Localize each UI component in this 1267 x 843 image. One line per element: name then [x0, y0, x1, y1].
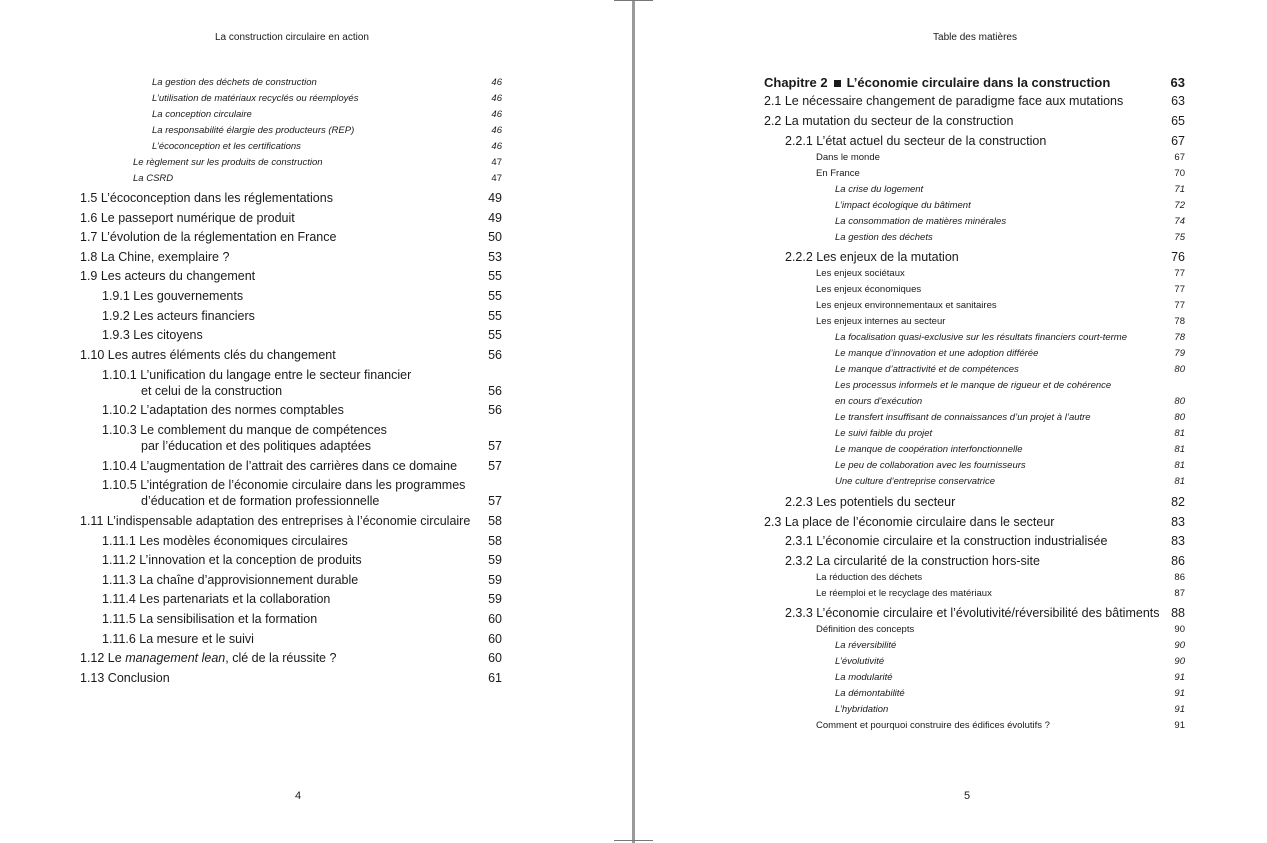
toc-entry-title: La CSRD [133, 173, 174, 185]
toc-entry [102, 573, 502, 590]
toc-entry [835, 348, 1185, 362]
toc-entry [764, 515, 1185, 532]
toc-entry [785, 534, 1185, 551]
toc-entry [835, 656, 1185, 670]
toc-entry-page-number: 60 [488, 631, 502, 646]
toc-entry-title: La réduction des déchets [816, 572, 923, 584]
toc-entry-page-number: 67 [1174, 152, 1185, 164]
toc-entry [835, 396, 1185, 410]
toc-entry-page-number: 46 [491, 109, 502, 121]
toc-entry [835, 332, 1185, 346]
toc-entry [102, 459, 502, 476]
toc-entry-title: 2.2 La mutation du secteur de la construction [764, 113, 1014, 128]
toc-entry [816, 168, 1185, 182]
toc-entry-title: 1.9.2 Les acteurs financiers [102, 308, 255, 323]
toc-entry [816, 284, 1185, 298]
toc-entry-title: 1.9.3 Les citoyens [102, 327, 203, 342]
toc-entry-page-number: 59 [488, 572, 502, 587]
toc-entry-page-number: 46 [491, 125, 502, 137]
toc-entry [835, 216, 1185, 230]
toc-entry [785, 554, 1185, 571]
toc-entry [835, 380, 1185, 394]
toc-entry [835, 640, 1185, 654]
toc-entry-page-number: 77 [1174, 284, 1185, 296]
toc-entry-title: 2.3.3 L’économie circulaire et l’évolutivité/réversibilité des bâtiments [785, 605, 1160, 620]
toc-entry-page-number: 76 [1171, 249, 1185, 264]
toc-entry-page-number: 55 [488, 308, 502, 323]
toc-entry-page-number: 90 [1174, 640, 1185, 652]
toc-entry-page-number: 46 [491, 141, 502, 153]
toc-entry-title: La démontabilité [835, 688, 905, 700]
toc-entry-page-number: 60 [488, 611, 502, 626]
toc-entry [152, 141, 502, 155]
toc-entry-title: Le réemploi et le recyclage des matériaux [816, 588, 992, 600]
toc-entry-title: 1.6 Le passeport numérique de produit [80, 210, 295, 225]
toc-entry-page-number: 67 [1171, 133, 1185, 148]
toc-entry-page-number: 57 [488, 493, 502, 508]
toc-entry-page-number: 81 [1174, 444, 1185, 456]
toc-entry-title: La gestion des déchets de construction [152, 77, 317, 89]
toc-entry-title: 1.13 Conclusion [80, 670, 170, 685]
toc-entry [785, 606, 1185, 623]
toc-entry-title: Le peu de collaboration avec les fournisseurs [835, 460, 1026, 472]
toc-entry [80, 211, 502, 228]
toc-entry-page-number: 83 [1171, 514, 1185, 529]
toc-entry-page-number: 79 [1174, 348, 1185, 360]
toc-entry [80, 250, 502, 267]
toc-entry [102, 328, 502, 345]
toc-entry [785, 134, 1185, 151]
toc-entry [835, 428, 1185, 442]
toc-entry-title: Les processus informels et le manque de rigueur et de cohérence [835, 380, 1112, 392]
toc-entry-title: 1.5 L’écoconception dans les réglementations [80, 190, 333, 205]
toc-entry-page-number: 58 [488, 513, 502, 528]
toc-entry-title: 1.8 La Chine, exemplaire ? [80, 249, 230, 264]
toc-entry-page-number: 53 [488, 249, 502, 264]
toc-entry-page-number: 49 [488, 210, 502, 225]
toc-entry [152, 125, 502, 139]
toc-entry-title: Les enjeux économiques [816, 284, 922, 296]
toc-entry-page-number: 71 [1174, 184, 1185, 196]
toc-entry-title: En France [816, 168, 860, 180]
toc-entry-page-number: 88 [1171, 605, 1185, 620]
toc-entry [816, 268, 1185, 282]
toc-entry [102, 423, 502, 440]
toc-entry-page-number: 56 [488, 402, 502, 417]
toc-entry-title: d’éducation et de formation professionnelle [141, 493, 380, 508]
toc-entry-title: par l’éducation et des politiques adaptées [141, 438, 372, 453]
toc-entry-title: 2.1 Le nécessaire changement de paradigme face aux mutations [764, 93, 1124, 108]
toc-entry [785, 495, 1185, 512]
toc-entry-page-number: 80 [1174, 412, 1185, 424]
toc-entry [102, 289, 502, 306]
toc-entry-page-number: 58 [488, 533, 502, 548]
toc-entry-page-number: 47 [491, 173, 502, 185]
toc-entry-title: en cours d’exécution [835, 396, 923, 408]
toc-entry [141, 384, 502, 401]
toc-entry-page-number: 81 [1174, 460, 1185, 472]
toc-entry-title: Une culture d’entreprise conservatrice [835, 476, 995, 488]
toc-entry [102, 478, 502, 495]
toc-entry [102, 612, 502, 629]
toc-entry [141, 439, 502, 456]
toc-entry-title: 1.10 Les autres éléments clés du changement [80, 347, 336, 362]
toc-entry [835, 200, 1185, 214]
toc-entry [152, 109, 502, 123]
toc-entry [835, 688, 1185, 702]
toc-entry-page-number: 59 [488, 552, 502, 567]
toc-entry [764, 94, 1185, 111]
toc-entry-title: La focalisation quasi-exclusive sur les résultats financiers court-terme [835, 332, 1127, 344]
toc-entry-title: 1.11 L’indispensable adaptation des entreprises à l’économie circulaire [80, 513, 471, 528]
toc-entry-page-number: 75 [1174, 232, 1185, 244]
toc-entry [80, 348, 502, 365]
toc-entry-title: Le manque de coopération interfonctionnelle [835, 444, 1023, 456]
toc-entry-title: Les enjeux environnementaux et sanitaires [816, 300, 997, 312]
toc-entry-title: 2.3 La place de l’économie circulaire dans le secteur [764, 514, 1055, 529]
toc-entry-title: L’écoconception et les certifications [152, 141, 301, 153]
toc-entry-page-number: 56 [488, 383, 502, 398]
toc-entry-page-number: 56 [488, 347, 502, 362]
toc-entry [102, 534, 502, 551]
toc-entry-title: et celui de la construction [141, 383, 283, 398]
toc-entry [835, 476, 1185, 490]
toc-entry-title: La consommation de matières minérales [835, 216, 1007, 228]
toc-entry-title: Le transfert insuffisant de connaissances d’un projet à l’autre [835, 412, 1091, 424]
toc-entry [835, 412, 1185, 426]
toc-entry-page-number: 50 [488, 229, 502, 244]
toc-entry [835, 444, 1185, 458]
toc-entry-title: La réversibilité [835, 640, 897, 652]
toc-entry [80, 269, 502, 286]
toc-entry-title: La responsabilité élargie des producteurs (REP) [152, 125, 355, 137]
toc-entry [141, 494, 502, 511]
toc-entry [816, 572, 1185, 586]
toc-entry-title: 1.11.5 La sensibilisation et la formation [102, 611, 318, 626]
toc-entry-title: Le règlement sur les produits de construction [133, 157, 323, 169]
toc-entry-title: 1.10.1 L’unification du langage entre le secteur financier [102, 367, 412, 382]
toc-entry-page-number: 59 [488, 591, 502, 606]
toc-entry-page-number: 70 [1174, 168, 1185, 180]
toc-entry-page-number: 61 [488, 670, 502, 685]
toc-entry [133, 173, 502, 187]
toc-entry [102, 368, 502, 385]
toc-entry-title: 1.10.5 L’intégration de l’économie circulaire dans les programmes [102, 477, 466, 492]
toc-entry-page-number: 81 [1174, 428, 1185, 440]
toc-entry [835, 364, 1185, 378]
toc-entry [80, 230, 502, 247]
toc-entry-page-number: 87 [1174, 588, 1185, 600]
chapter-label: Chapitre 2 [764, 75, 828, 90]
toc-entry-page-number: 91 [1174, 704, 1185, 716]
toc-entry [80, 191, 502, 208]
toc-entry-title: Dans le monde [816, 152, 880, 164]
toc-entry [816, 316, 1185, 330]
toc-entry [816, 152, 1185, 166]
toc-entry [835, 704, 1185, 718]
toc-entry-page-number: 81 [1174, 476, 1185, 488]
toc-entry-page-number: 55 [488, 288, 502, 303]
toc-entry-page-number: 82 [1171, 494, 1185, 509]
toc-entry-title: La modularité [835, 672, 893, 684]
toc-entry-page-number: 86 [1174, 572, 1185, 584]
toc-entry-title: La gestion des déchets [835, 232, 933, 244]
chapter-page-number: 63 [1170, 75, 1185, 90]
toc-entry-page-number: 91 [1174, 688, 1185, 700]
page-number: 4 [294, 790, 302, 802]
toc-entry-title: Définition des concepts [816, 624, 915, 636]
toc-entry-title: 1.11.4 Les partenariats et la collaboration [102, 591, 331, 606]
toc-entry [785, 250, 1185, 267]
toc-entry-page-number: 90 [1174, 624, 1185, 636]
chapter-title: L’économie circulaire dans la construction [846, 75, 1111, 90]
toc-entry-page-number: 78 [1174, 316, 1185, 328]
toc-entry-title: 2.3.1 L’économie circulaire et la construction industrialisée [785, 533, 1108, 548]
toc-entry-title: 1.10.2 L’adaptation des normes comptables [102, 402, 344, 417]
toc-entry-page-number: 49 [488, 190, 502, 205]
toc-entry-title: L’impact écologique du bâtiment [835, 200, 971, 212]
toc-entry-title: 2.3.2 La circularité de la construction hors-site [785, 553, 1040, 568]
toc-entry-title: Le manque d’attractivité et de compétences [835, 364, 1019, 376]
toc-entry-page-number: 46 [491, 77, 502, 89]
toc-entry [80, 651, 502, 668]
toc-entry [102, 632, 502, 649]
toc-entry-title: Les enjeux sociétaux [816, 268, 905, 280]
toc-entry [835, 232, 1185, 246]
toc-entry-title: L’utilisation de matériaux recyclés ou réemployés [152, 93, 359, 105]
toc-entry-page-number: 55 [488, 268, 502, 283]
toc-entry-title: Les enjeux internes au secteur [816, 316, 946, 328]
toc-entry-title: La crise du logement [835, 184, 924, 196]
toc-entry [816, 588, 1185, 602]
toc-entry [80, 671, 502, 688]
toc-entry-page-number: 57 [488, 438, 502, 453]
toc-entry-title: La conception circulaire [152, 109, 252, 121]
toc-entry-title: 1.9 Les acteurs du changement [80, 268, 256, 283]
toc-entry-page-number: 72 [1174, 200, 1185, 212]
toc-entry-page-number: 60 [488, 650, 502, 665]
toc-entry [764, 114, 1185, 131]
toc-entry-title: L’évolutivité [835, 656, 885, 668]
toc-entry [835, 672, 1185, 686]
square-bullet-icon [834, 80, 841, 87]
toc-entry [816, 720, 1185, 734]
toc-entry-title: 1.11.2 L’innovation et la conception de produits [102, 552, 362, 567]
toc-entry [835, 460, 1185, 474]
page-number: 5 [963, 790, 971, 802]
toc-entry [102, 592, 502, 609]
toc-entry-page-number: 46 [491, 93, 502, 105]
toc-entry-page-number: 55 [488, 327, 502, 342]
toc-entry-title-part: 1.12 Le [80, 650, 126, 665]
toc-entry-title: 1.7 L’évolution de la réglementation en France [80, 229, 337, 244]
toc-entry-page-number: 57 [488, 458, 502, 473]
toc-entry-page-number: 80 [1174, 364, 1185, 376]
toc-entry-title: 1.11.6 La mesure et le suivi [102, 631, 254, 646]
toc-entry-title-part: , clé de la réussite ? [225, 650, 337, 665]
toc-entry-title: L’hybridation [835, 704, 889, 716]
toc-entry-page-number: 91 [1174, 672, 1185, 684]
toc-entry [835, 184, 1185, 198]
toc-entry [133, 157, 502, 171]
toc-entry [816, 624, 1185, 638]
toc-entry-page-number: 91 [1174, 720, 1185, 732]
right-page [635, 0, 1267, 843]
toc-entry-title: 1.10.4 L’augmentation de l’attrait des carrières dans ce domaine [102, 458, 458, 473]
toc-entry-title: Le manque d’innovation et une adoption différée [835, 348, 1039, 360]
toc-entry-page-number: 80 [1174, 396, 1185, 408]
chapter-heading [764, 75, 1185, 91]
toc-entry-title: 2.2.1 L’état actuel du secteur de la construction [785, 133, 1047, 148]
toc-entry-page-number: 78 [1174, 332, 1185, 344]
toc-entry [152, 77, 502, 91]
toc-entry-title: 2.2.2 Les enjeux de la mutation [785, 249, 959, 264]
toc-entry-page-number: 65 [1171, 113, 1185, 128]
toc-entry-page-number: 90 [1174, 656, 1185, 668]
toc-entry [102, 403, 502, 420]
toc-entry-page-number: 77 [1174, 268, 1185, 280]
toc-entry-title [80, 651, 336, 665]
toc-entry-title: 1.11.1 Les modèles économiques circulaires [102, 533, 348, 548]
toc-entry-title-part: management lean [125, 650, 226, 665]
left-page [0, 0, 632, 843]
toc-entry [80, 514, 502, 531]
toc-entry-title: 1.10.3 Le comblement du manque de compétences [102, 422, 387, 437]
toc-entry [102, 553, 502, 570]
toc-entry [102, 309, 502, 326]
toc-entry-page-number: 74 [1174, 216, 1185, 228]
toc-entry-title: Comment et pourquoi construire des édifices évolutifs ? [816, 720, 1050, 732]
toc-entry-page-number: 63 [1171, 93, 1185, 108]
running-head: Table des matières [933, 32, 1017, 43]
toc-entry-title: 1.9.1 Les gouvernements [102, 288, 244, 303]
toc-entry-page-number: 77 [1174, 300, 1185, 312]
running-head: La construction circulaire en action [215, 32, 369, 43]
toc-entry [152, 93, 502, 107]
toc-entry-page-number: 86 [1171, 553, 1185, 568]
toc-entry-page-number: 47 [491, 157, 502, 169]
toc-entry-title: 1.11.3 La chaîne d’approvisionnement durable [102, 572, 359, 587]
toc-entry [816, 300, 1185, 314]
toc-entry-title: Le suivi faible du projet [835, 428, 933, 440]
toc-entry-title: 2.2.3 Les potentiels du secteur [785, 494, 956, 509]
toc-entry-page-number: 83 [1171, 533, 1185, 548]
